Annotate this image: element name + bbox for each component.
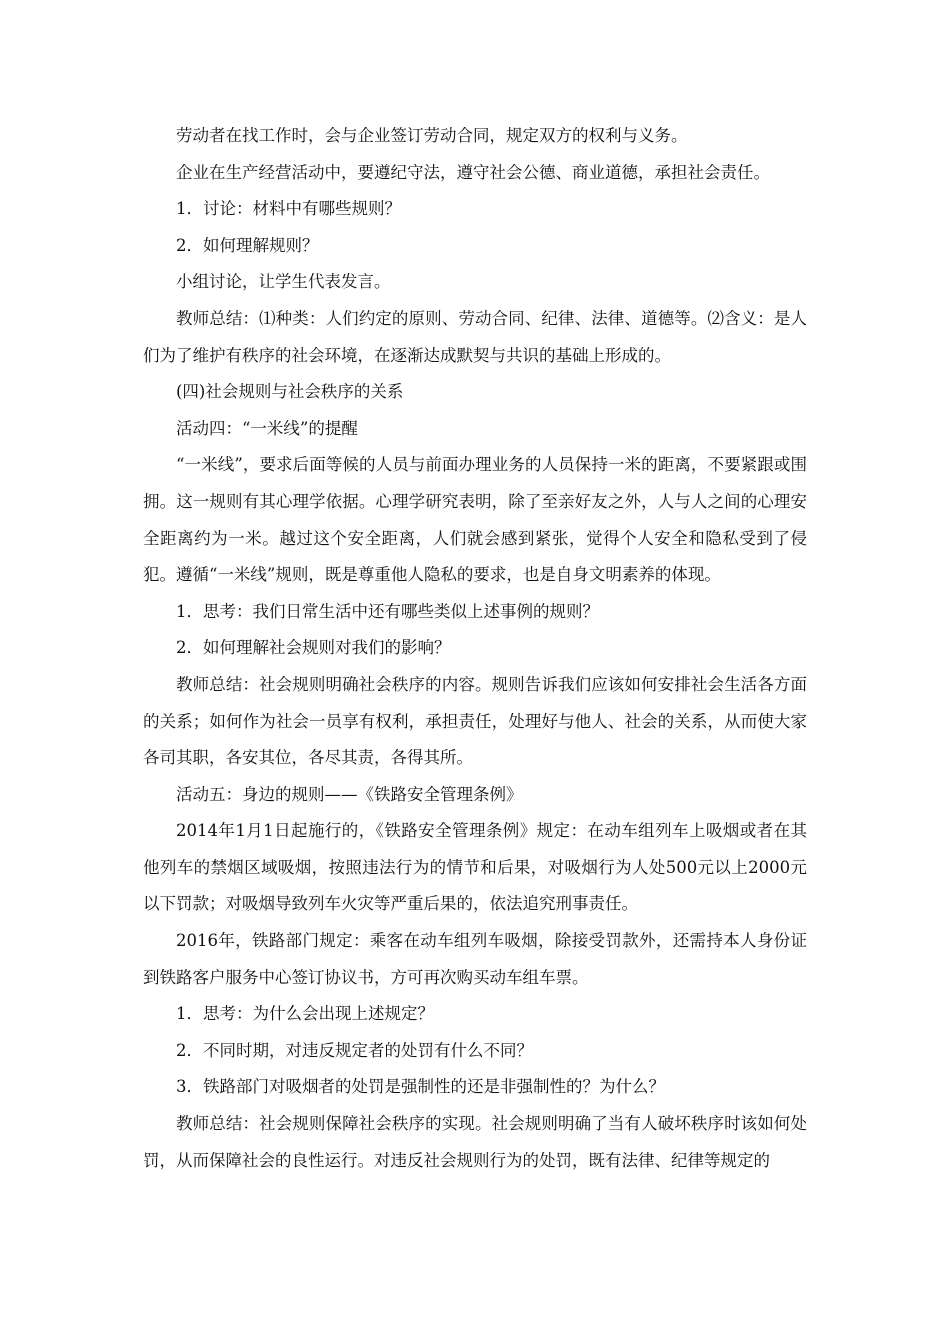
activity-five-title: 活动五：身边的规则——《铁路安全管理条例》 [176, 784, 523, 804]
question-similar-rules: 1．思考：我们日常生活中还有哪些类似上述事例的规则？ [176, 601, 599, 621]
activity-four-title: 活动四：“一米线”的提醒 [176, 418, 358, 438]
question-punishment-differences: 2．不同时期，对违反规定者的处罚有什么不同？ [176, 1040, 533, 1060]
paragraph-teacher-summary-1: 教师总结：⑴种类：人们约定的原则、劳动合同、纪律、法律、道德等。⑵含义：是人们为了维护有秩序的社会环境，在逐渐达成默契与共识的基础上形成的。 [143, 308, 807, 365]
paragraph-enterprise-duty: 企业在生产经营活动中，要遵纪守法，遵守社会公德、商业道德，承担社会责任。 [176, 162, 770, 182]
section-heading-rules-order: (四)社会规则与社会秩序的关系 [176, 382, 404, 402]
paragraph-labor-contract: 劳动者在找工作时，会与企业签订劳动合同，规定双方的权利与义务。 [176, 126, 688, 145]
paragraph-group-discussion: 小组讨论，让学生代表发言。 [176, 272, 391, 292]
question-rules-influence: 2．如何理解社会规则对我们的影响？ [176, 638, 451, 658]
document-body [143, 118, 807, 1179]
paragraph-railway-regulation-2016: 2016年，铁路部门规定：乘客在动车组列车吸烟，除接受罚款外，还需持本人身份证到铁路客户服务中心签订协议书，方可再次购买动车组车票。 [143, 931, 807, 987]
question-why-rules: 1．思考：为什么会出现上述规定？ [176, 1004, 434, 1024]
paragraph-railway-regulation-2014: 2014年1月1日起施行的，《铁路安全管理条例》规定：在动车组列车上吸烟或者在其他列车的禁烟区域吸烟，按照违法行为的情节和后果，对吸烟行为人处500元以上2000元以下罚款；对吸烟导致列车火灾等严重后果的，依法追究刑事责任。 [143, 821, 807, 914]
question-understand-rules: 2．如何理解规则？ [176, 235, 319, 255]
paragraph-one-meter-line: “一米线”，要求后面等候的人员与前面办理业务的人员保持一米的距离，不要紧跟或围拥。这一规则有其心理学依据。心理学研究表明，除了至亲好友之外，人与人之间的心理安全距离约为一米。越过这个安全距离，人们就会感到紧张，觉得个人安全和隐私受到了侵犯。遵循“一米线”规则，既是尊重他人隐私的要求，也是自身文明素养的体现。 [143, 455, 807, 585]
paragraph-teacher-summary-3: 教师总结：社会规则保障社会秩序的实现。社会规则明确了当有人破坏秩序时该如何处罚，从而保障社会的良性运行。对违反社会规则行为的处罚，既有法律、纪律等规定的 [143, 1114, 807, 1170]
question-compulsory-punishment: 3．铁路部门对吸烟者的处罚是强制性的还是非强制性的？为什么？ [176, 1077, 665, 1097]
paragraph-teacher-summary-2: 教师总结：社会规则明确社会秩序的内容。规则告诉我们应该如何安排社会生活各方面的关系；如何作为社会一员享有权利，承担责任，处理好与他人、社会的关系，从而使大家各司其职，各安其位，各尽其责，各得其所。 [143, 674, 807, 768]
question-discussion-rules: 1．讨论：材料中有哪些规则？ [176, 199, 401, 219]
